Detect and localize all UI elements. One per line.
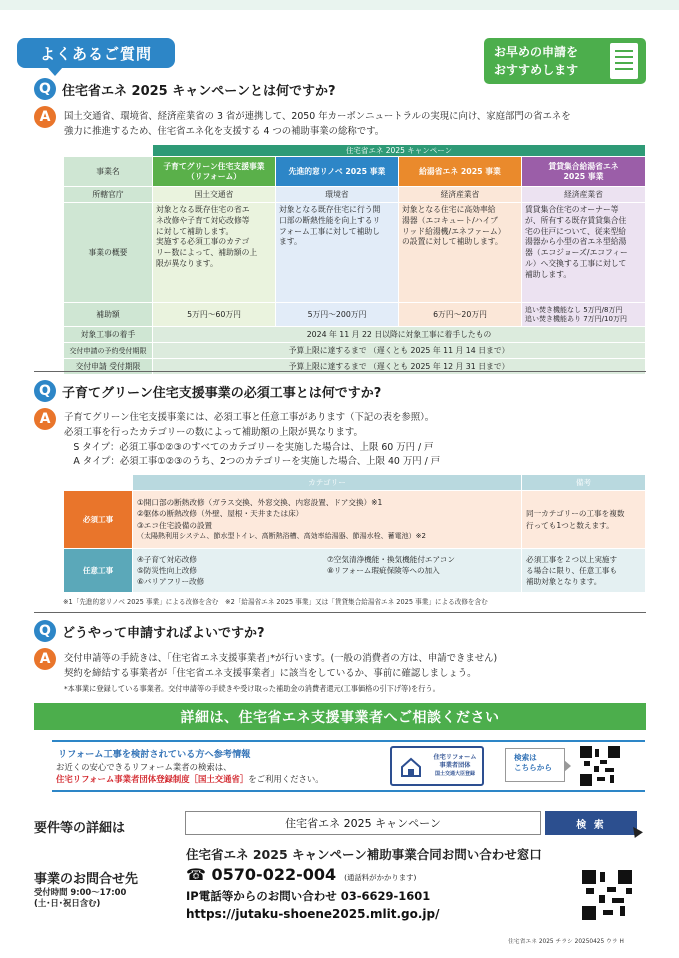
a1-badge-row [34,106,56,128]
reform-mark-text: 住宅リフォーム 事業者団体 国土交通大臣登録 [433,754,477,777]
a-badge: A [34,648,56,670]
col-remarks: 備考 [522,475,646,491]
overview-cell: 対象となる既存住宅の省エ ネ改修や子育て対応改修等 に対して補助します。 実施する必須工事のカテゴ リー数によって、補助額の上 限が異なります。 [153,203,276,303]
q2-answer [64,411,440,470]
ministry-cell: 国土交通省 [153,187,276,203]
row-label-project: 事業名 [64,157,153,187]
recommend-line2: おすすめします [494,63,579,77]
overview-cell: 対象となる住宅に高効率給 湯器（エコキュート/ハイブ リッド給湯機/エネファーム） の設置に対して補助します。 [399,203,522,303]
q2-answer-line: S タイプ：必須工事①②③のすべてのカテゴリーを実施した場合は、上限 60 万円 / 戸 [64,441,434,453]
reform-heading: リフォーム工事を検討されている方へ参考情報 [58,749,251,760]
q3-answer-line: 契約を締結する事業者が「住宅省エネ支援事業者」に該当をしているか、事前に確認しましょう。 [64,668,477,679]
footnote: ※1「先進的窓リノベ 2025 事業」による改修を含む ※2「給湯省エネ 2025 事業」又は「賃貸集合給湯省エネ 2025 事業」による改修を含む [63,598,488,606]
optional-items: ④子育て対応改修 ⑤防災性向上改修 ⑥バリアフリー改修 ⑦空気清浄機能・換気機能付エアコン ⑧リフォーム瑕疵保険等への加入 [133,549,522,593]
contact-title: 事業のお問合せ先 [34,872,139,887]
a2-badge-row [34,408,56,430]
ministry-cell: 経済産業省 [399,187,522,203]
required-items: ①開口部の断熱改修（ガラス交換、外窓交換、内窓設置、ドア交換）※1 ②躯体の断熱改修（外壁、屋根・天井または床） ③エコ住宅設備の設置 （太陽熱利用システム、節水型トイレ、高断熱浴槽、高効率給湯器、節湯水栓、蓄電池）※2 [133,491,522,549]
contact-window: 住宅省エネ 2025 キャンペーン補助事業合同お問い合わせ窓口 [186,847,542,862]
amount-cell: 6万円〜20万円 [399,303,522,327]
a-badge: A [34,408,56,430]
application-cell: 予算上限に達するまで （遅くとも 2025 年 12 月 31 日まで） [153,359,646,375]
row-label-amount: 補助額 [64,303,153,327]
q2-answer-line: A タイプ：必須工事①②③のうち、2つのカテゴリーを実施した場合、上限 40 万円 / 戸 [64,456,441,468]
q1-answer [64,110,571,139]
project-header-kosodate: 子育てグリーン住宅支援事業 （リフォーム） [153,157,276,187]
qr-code-icon[interactable] [580,746,620,786]
col-category: カテゴリー [133,475,522,491]
required-remark: 同一カテゴリーの工事を複数 行っても1つと数えます。 [522,491,646,549]
a3-badge-row [34,648,56,670]
faq-title-tab: よくあるご質問 [17,38,175,68]
required-label: 必須工事 [64,491,133,549]
recommend-box [484,38,646,84]
recommend-line1: お早めの申請を [494,45,579,59]
reform-line2: 住宅リフォーム事業者団体登録制度［国土交通省］をご利用ください。 [56,774,324,784]
q-badge: Q [34,380,56,402]
reservation-cell: 予算上限に達するまで （遅くとも 2025 年 11 月 14 日まで） [153,343,646,359]
contact-hours: 受付時間 9:00〜17:00 (土･日･祝日含む) [34,887,127,908]
reform-registration-mark[interactable] [390,746,484,786]
footer-code: 住宅省エネ 2025 チラシ 20250425 ウラ H [508,939,624,945]
campaign-table [63,144,646,375]
project-header-kyuto: 給湯省エネ 2025 事業 [399,157,522,187]
reform-line1: お近くの安心できるリフォーム業者の検索は、 [56,762,232,772]
row-label-start: 対象工事の着手 [64,327,153,343]
row-label-reservation: 交付申請の予約受付期限 [64,343,153,359]
q2-question: 子育てグリーン住宅支援事業の必須工事とは何ですか? [62,385,382,401]
contact-ip-phone[interactable]: IP電話等からのお問い合わせ 03-6629-1601 [186,889,431,903]
house-icon [400,756,422,778]
q1-question: 住宅省エネ 2025 キャンペーンとは何ですか? [62,83,336,99]
reform-info-box [52,740,645,792]
campaign-header: 住宅省エネ 2025 キャンペーン [153,145,646,157]
phone-icon: ☎ [186,865,206,884]
optional-remark: 必須工事を２つ以上実施す る場合に限り、任意工事も 補助対象となります。 [522,549,646,593]
ministry-cell: 経済産業省 [522,187,646,203]
row-label-overview: 事業の概要 [64,203,153,303]
section-divider [34,371,646,372]
q1-answer-line: 国土交通省、環境省、経済産業省の 3 省が連携して、2050 年カーボンニュートラルの実現に向け、家庭部門の省エネを [64,111,571,122]
row-label-ministry: 所轄官庁 [64,187,153,203]
row-label-application: 交付申請 受付期限 [64,359,153,375]
details-label: 要件等の詳細は [34,821,126,836]
ministry-cell: 環境省 [276,187,399,203]
q3-question: どうやって申請すればよいですか? [62,625,265,641]
q2-answer-line: 必須工事を行ったカテゴリーの数によって補助額の上限が異なります。 [64,426,363,438]
section-divider [34,612,646,613]
start-cell: 2024 年 11 月 22 日以降に対象工事に着手したもの [153,327,646,343]
contact-phone[interactable]: ☎ 0570-022-004 (通話料がかかります) [186,865,417,884]
contact-url-link[interactable]: https://jutaku-shoene2025.mlit.go.jp/ [186,907,440,921]
required-works-table [63,474,646,593]
amount-cell: 追い焚き機能なし 5万円/8万円 追い焚き機能あり 7万円/10万円 [522,303,646,327]
search-button[interactable]: 検 索 [545,811,637,835]
consult-banner: 詳細は、住宅省エネ支援事業者へご相談ください [34,703,646,730]
amount-cell: 5万円〜60万円 [153,303,276,327]
q3-answer [64,651,497,696]
q-badge: Q [34,620,56,642]
optional-label: 任意工事 [64,549,133,593]
q3-answer-line: 交付申請等の手続きは、｢住宅省エネ支援事業者｣*が行います。(一般の消費者の方は、申請できません) [64,653,498,664]
project-header-mado: 先進的窓リノベ 2025 事業 [276,157,399,187]
project-header-chintai: 賃貸集合給湯省エネ 2025 事業 [522,157,646,187]
campaign-search-input[interactable]: 住宅省エネ 2025 キャンペーン [185,811,541,835]
q3-row [34,620,265,642]
top-strip [0,0,679,10]
search-hint: 検索は こちらから [505,748,565,782]
overview-cell: 対象となる既存住宅に行う開 口部の断熱性能を向上するリ フォーム工事に対して補助し ます。 [276,203,399,303]
q1-answer-line: 強力に推進するため、住宅省エネ化を支援する 4 つの補助事業の総称です。 [64,125,385,137]
qr-code-icon[interactable] [582,870,632,920]
document-icon [610,43,638,79]
q2-row [34,380,381,402]
q-badge: Q [34,78,56,100]
overview-cell: 賃貸集合住宅のオーナー等 が、所有する既存賃貸集合住 宅の住戸について、従来型給 湯器から小型の省エネ型給湯 器（エコジョーズ/エコフィー ル）へ交換する工事に対して 補助します。 [522,203,646,303]
q2-answer-line: 子育てグリーン住宅支援事業には、必須工事と任意工事があります（下記の表を参照）。 [64,412,435,423]
a-badge: A [34,106,56,128]
amount-cell: 5万円〜200万円 [276,303,399,327]
q1-row [34,78,336,100]
q3-small-note: *本事業に登録している事業者。交付申請等の手続きや受け取った補助金の消費者還元(工事価格の引下げ等)を行う。 [64,684,440,693]
